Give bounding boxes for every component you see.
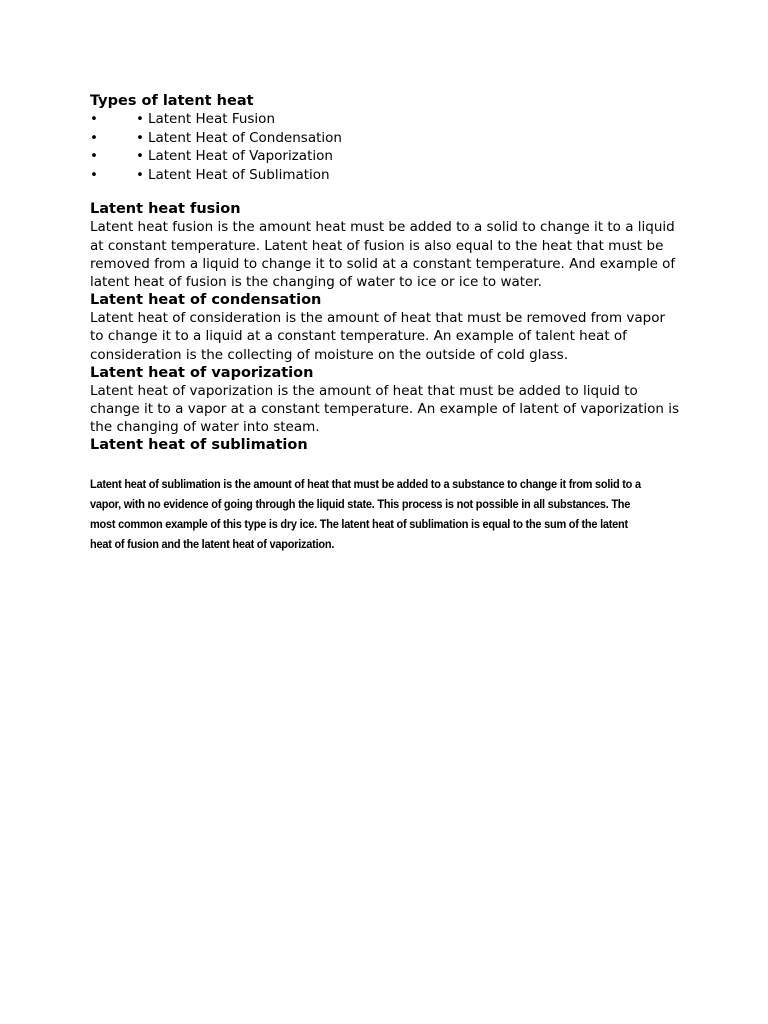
fusion-paragraph: Latent heat fusion is the amount heat must be added to a solid to change it to a liquid at constant temperature. Latent heat of fusion is also equal to the heat that must be removed from a liquid to change it to solid at a constant temperature. And example of latent heat of fusion is the changing of water to ice or ice to water. <box>90 219 676 290</box>
sublimation-paragraph: Latent heat of sublimation is the amount of heat that must be added to a substance to change it from solid to a vapor, with no evidence of going through the liquid state. This process is not possible in all substances. The most common example of this type is dry ice. The latent heat of sublimation is equal to the sum of the latent heat of fusion and the latent heat of vaporization. <box>90 477 641 552</box>
vaporization-paragraph: Latent heat of vaporization is the amount of heat that must be added to liquid to change it to a vapor at a constant temperature. An example of latent of vaporization is the changing of water into steam. <box>90 382 680 436</box>
vaporization-heading: Latent heat of vaporization <box>90 364 314 381</box>
list-item-label: Latent Heat Fusion <box>147 111 275 127</box>
list-item-label: Latent Heat of Vaporization <box>147 148 333 165</box>
bullet-icon: • <box>136 166 144 183</box>
document-page <box>90 92 690 554</box>
list-item-label: Latent Heat of Condensation <box>147 129 342 146</box>
bullet-icon: • <box>90 129 98 146</box>
types-list <box>90 110 690 184</box>
condensation-heading: Latent heat of condensation <box>90 292 322 309</box>
list-item <box>90 147 690 166</box>
section-spacer <box>90 184 690 200</box>
bullet-icon: • <box>90 111 98 127</box>
bullet-icon: • <box>136 111 144 127</box>
bullet-icon: • <box>136 148 144 165</box>
condensation-paragraph: Latent heat of consideration is the amount of heat that must be removed from vapor to change it to a liquid at a constant temperature. An example of talent heat of consideration is the collecting of moisture on the outside of cold glass. <box>90 310 666 363</box>
list-item <box>90 166 690 185</box>
types-heading: Types of latent heat <box>90 93 254 109</box>
bullet-icon: • <box>90 166 98 183</box>
list-item <box>90 110 690 129</box>
bullet-icon: • <box>136 129 144 146</box>
bullet-icon: • <box>90 148 98 165</box>
sublimation-heading: Latent heat of sublimation <box>90 437 308 454</box>
list-item <box>90 129 690 148</box>
fusion-heading: Latent heat fusion <box>90 201 241 218</box>
list-item-label: Latent Heat of Sublimation <box>147 166 330 183</box>
